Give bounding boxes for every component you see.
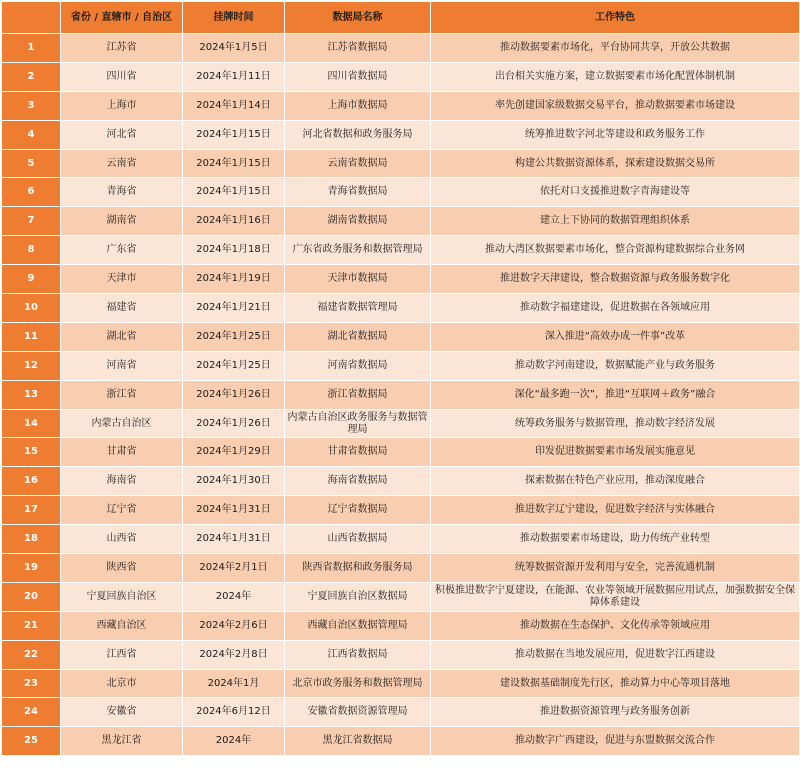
feature-cell: 推进数字辽宁建设，促进数字经济与实体融合 [431,496,800,525]
feature-cell: 统筹数据资源开发利用与安全，完善流通机制 [431,554,800,583]
row-index: 18 [2,525,61,554]
province-cell: 山西省 [61,525,183,554]
table-header-row [2,2,800,34]
row-index: 20 [2,582,61,611]
date-cell: 2024年1月19日 [183,265,285,294]
bureau-name-cell: 天津市数据局 [285,265,431,294]
province-cell: 浙江省 [61,380,183,409]
bureau-name-cell: 安徽省数据资源管理局 [285,698,431,727]
table-row [2,698,800,727]
date-cell: 2024年1月15日 [183,178,285,207]
province-cell: 甘肃省 [61,438,183,467]
header-province: 省份 / 直辖市 / 自治区 [61,2,183,34]
table-row [2,178,800,207]
feature-cell: 推动数据要素市场建设，助力传统产业转型 [431,525,800,554]
province-cell: 河南省 [61,351,183,380]
row-index: 5 [2,149,61,178]
header-feature: 工作特色 [431,2,800,34]
feature-cell: 推动数据要素市场化，平台协同共享，开放公共数据 [431,34,800,63]
bureau-name-cell: 河北省数据和政务服务局 [285,120,431,149]
row-index: 16 [2,467,61,496]
row-index: 22 [2,640,61,669]
feature-cell: 深化“最多跑一次”，推进“互联网＋政务”融合 [431,380,800,409]
province-cell: 内蒙古自治区 [61,409,183,438]
bureau-name-cell: 山西省数据局 [285,525,431,554]
date-cell: 2024年1月16日 [183,207,285,236]
table-row [2,91,800,120]
date-cell: 2024年1月30日 [183,467,285,496]
row-index: 9 [2,265,61,294]
row-index: 1 [2,34,61,63]
bureau-name-cell: 青海省数据局 [285,178,431,207]
province-cell: 陕西省 [61,554,183,583]
feature-cell: 推进数据资源管理与政务服务创新 [431,698,800,727]
bureau-name-cell: 北京市政务服务和数据管理局 [285,669,431,698]
table-row [2,409,800,438]
row-index: 12 [2,351,61,380]
date-cell: 2024年1月14日 [183,91,285,120]
row-index: 23 [2,669,61,698]
table-row [2,669,800,698]
table-row [2,62,800,91]
row-index: 4 [2,120,61,149]
date-cell: 2024年 [183,727,285,756]
date-cell: 2024年1月31日 [183,496,285,525]
province-cell: 宁夏回族自治区 [61,582,183,611]
date-cell: 2024年1月26日 [183,409,285,438]
feature-cell: 积极推进数字宁夏建设，在能源、农业等领域开展数据应用试点，加强数据安全保障体系建设 [431,582,800,611]
feature-cell: 推动数据在当地发展应用，促进数字江西建设 [431,640,800,669]
feature-cell: 推动大湾区数据要素市场化，整合资源构建数据综合业务网 [431,236,800,265]
province-cell: 黑龙江省 [61,727,183,756]
table-row [2,322,800,351]
province-cell: 安徽省 [61,698,183,727]
row-index: 11 [2,322,61,351]
date-cell: 2024年2月8日 [183,640,285,669]
bureau-name-cell: 甘肃省数据局 [285,438,431,467]
feature-cell: 构建公共数据资源体系，探索建设数据交易所 [431,149,800,178]
row-index: 14 [2,409,61,438]
bureau-name-cell: 福建省数据管理局 [285,294,431,323]
bureau-name-cell: 西藏自治区数据管理局 [285,611,431,640]
bureau-name-cell: 陕西省数据和政务服务局 [285,554,431,583]
date-cell: 2024年1月 [183,669,285,698]
feature-cell: 统筹政务服务与数据管理，推动数字经济发展 [431,409,800,438]
date-cell: 2024年1月26日 [183,380,285,409]
bureau-name-cell: 广东省政务服务和数据管理局 [285,236,431,265]
feature-cell: 建立上下协同的数据管理组织体系 [431,207,800,236]
province-cell: 上海市 [61,91,183,120]
row-index: 3 [2,91,61,120]
date-cell: 2024年1月18日 [183,236,285,265]
feature-cell: 依托对口支援推进数字青海建设等 [431,178,800,207]
data-bureau-table [1,1,800,756]
province-cell: 辽宁省 [61,496,183,525]
province-cell: 河北省 [61,120,183,149]
date-cell: 2024年1月15日 [183,120,285,149]
bureau-name-cell: 上海市数据局 [285,91,431,120]
table-row [2,611,800,640]
row-index: 6 [2,178,61,207]
row-index: 8 [2,236,61,265]
row-index: 10 [2,294,61,323]
bureau-name-cell: 宁夏回族自治区数据局 [285,582,431,611]
table-row [2,265,800,294]
bureau-name-cell: 江西省数据局 [285,640,431,669]
province-cell: 海南省 [61,467,183,496]
table-row [2,525,800,554]
bureau-name-cell: 黑龙江省数据局 [285,727,431,756]
province-cell: 天津市 [61,265,183,294]
province-cell: 江苏省 [61,34,183,63]
row-index: 21 [2,611,61,640]
bureau-name-cell: 辽宁省数据局 [285,496,431,525]
date-cell: 2024年1月29日 [183,438,285,467]
table-row [2,351,800,380]
province-cell: 云南省 [61,149,183,178]
header-index [2,2,61,34]
table-row [2,554,800,583]
table-row [2,120,800,149]
date-cell: 2024年 [183,582,285,611]
table-row [2,496,800,525]
row-index: 2 [2,62,61,91]
feature-cell: 率先创建国家级数据交易平台，推动数据要素市场建设 [431,91,800,120]
table-row [2,380,800,409]
bureau-name-cell: 江苏省数据局 [285,34,431,63]
date-cell: 2024年1月5日 [183,34,285,63]
header-bureau: 数据局名称 [285,2,431,34]
date-cell: 2024年1月11日 [183,62,285,91]
date-cell: 2024年2月6日 [183,611,285,640]
province-cell: 广东省 [61,236,183,265]
feature-cell: 推动数字福建建设，促进数据在各领域应用 [431,294,800,323]
date-cell: 2024年2月1日 [183,554,285,583]
feature-cell: 建设数据基础制度先行区，推动算力中心等项目落地 [431,669,800,698]
bureau-name-cell: 湖北省数据局 [285,322,431,351]
bureau-name-cell: 云南省数据局 [285,149,431,178]
feature-cell: 推进数字天津建设，整合数据资源与政务服务数字化 [431,265,800,294]
province-cell: 湖北省 [61,322,183,351]
province-cell: 江西省 [61,640,183,669]
bureau-name-cell: 浙江省数据局 [285,380,431,409]
feature-cell: 推动数据在生态保护、文化传承等领域应用 [431,611,800,640]
province-cell: 湖南省 [61,207,183,236]
row-index: 19 [2,554,61,583]
province-cell: 四川省 [61,62,183,91]
bureau-name-cell: 湖南省数据局 [285,207,431,236]
date-cell: 2024年1月25日 [183,351,285,380]
row-index: 25 [2,727,61,756]
row-index: 24 [2,698,61,727]
table-row [2,294,800,323]
table-row [2,236,800,265]
feature-cell: 推动数字广西建设，促进与东盟数据交流合作 [431,727,800,756]
table-row [2,438,800,467]
table-row [2,149,800,178]
bureau-name-cell: 河南省数据局 [285,351,431,380]
bureau-name-cell: 四川省数据局 [285,62,431,91]
feature-cell: 推动数字河南建设，数据赋能产业与政务服务 [431,351,800,380]
province-cell: 青海省 [61,178,183,207]
table-row [2,640,800,669]
row-index: 17 [2,496,61,525]
table-row [2,34,800,63]
feature-cell: 出台相关实施方案，建立数据要素市场化配置体制机制 [431,62,800,91]
row-index: 13 [2,380,61,409]
date-cell: 2024年6月12日 [183,698,285,727]
table-row [2,467,800,496]
feature-cell: 印发促进数据要素市场发展实施意见 [431,438,800,467]
province-cell: 北京市 [61,669,183,698]
table-row [2,582,800,611]
date-cell: 2024年1月25日 [183,322,285,351]
date-cell: 2024年1月21日 [183,294,285,323]
row-index: 7 [2,207,61,236]
feature-cell: 深入推进“高效办成一件事”改革 [431,322,800,351]
province-cell: 福建省 [61,294,183,323]
feature-cell: 统筹推进数字河北等建设和政务服务工作 [431,120,800,149]
date-cell: 2024年1月15日 [183,149,285,178]
province-cell: 西藏自治区 [61,611,183,640]
row-index: 15 [2,438,61,467]
header-date: 挂牌时间 [183,2,285,34]
table-row [2,727,800,756]
date-cell: 2024年1月31日 [183,525,285,554]
table-row [2,207,800,236]
bureau-name-cell: 内蒙古自治区政务服务与数据管理局 [285,409,431,438]
feature-cell: 探索数据在特色产业应用，推动深度融合 [431,467,800,496]
bureau-name-cell: 海南省数据局 [285,467,431,496]
